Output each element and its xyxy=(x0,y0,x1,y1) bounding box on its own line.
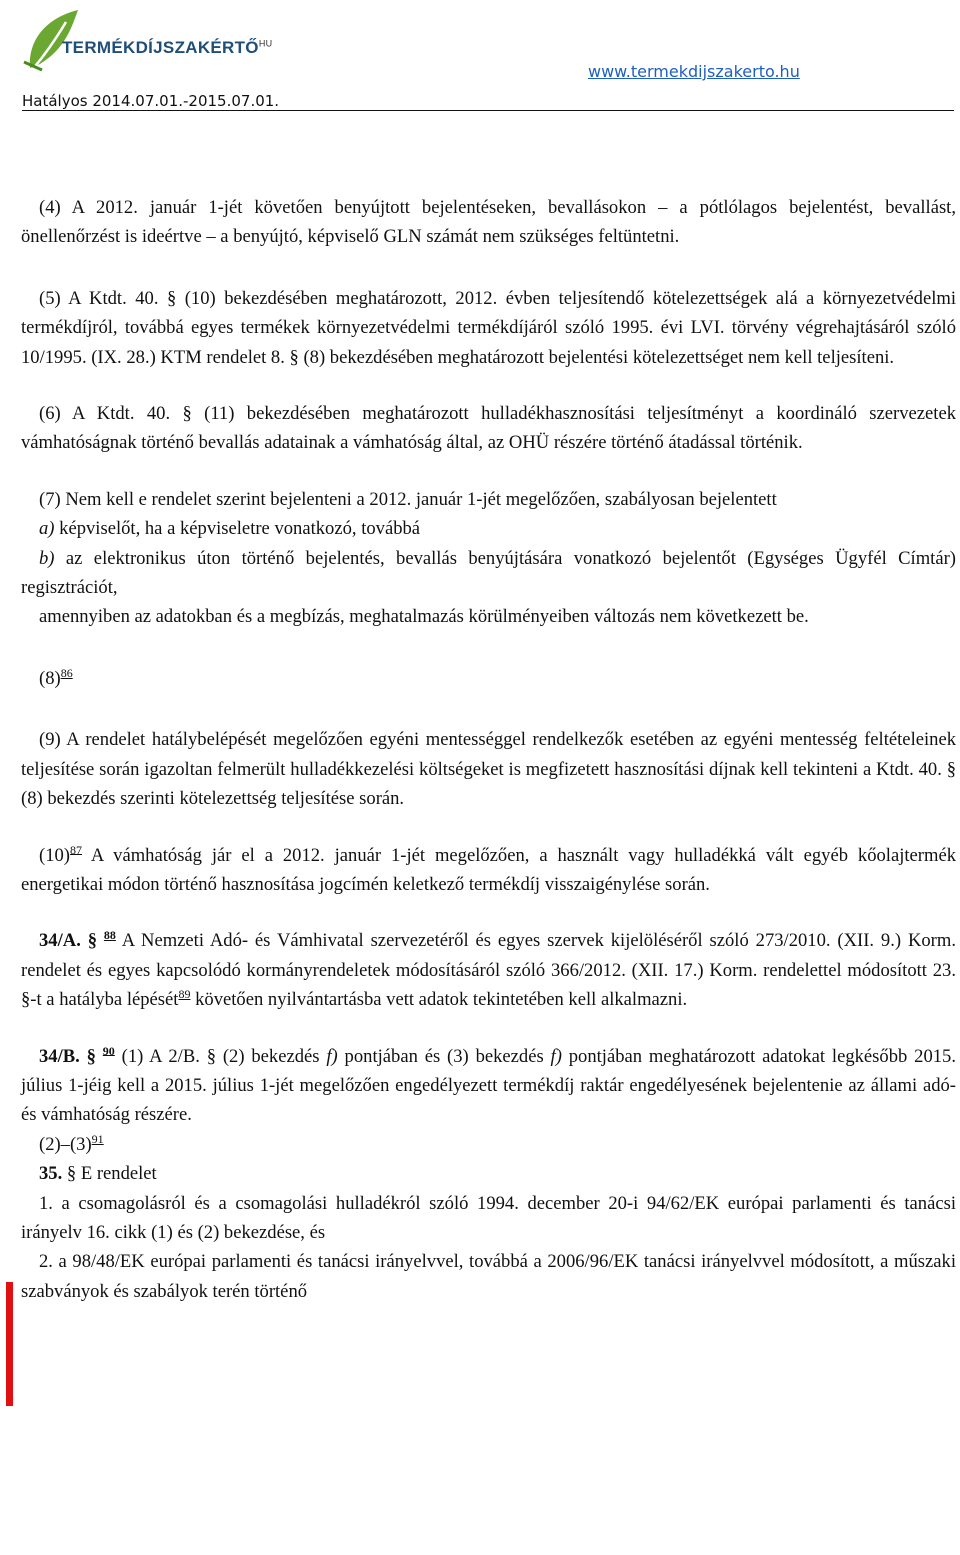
section-34b-2-3: (2)–(3)$^{91}$ xyxy=(39,1131,104,1155)
footnote-link-87[interactable]: 87 xyxy=(69,842,82,857)
paragraph-6: (6) A Ktdt. 40. § (11) bekezdésében meghatározott hulladékhasznosítási teljesítményt a koordináló szervezetek vámhatóságnak történő bevallás adatainak a vámhatóság által, az OHÜ részére történő átadással történik. xyxy=(21,403,956,454)
footnote-link-91[interactable]: 91 xyxy=(91,1131,104,1146)
paragraph-10: (10)$^{87}$ A vámhatóság jár el a 2012. január 1-jét megelőzően, a használt vagy hulladékká vált egyéb kőolajtermék energetikai módon történő hasznosítása jogcímén keletkező termékdíj visszaigénylése során. xyxy=(21,842,956,895)
paragraph-4: (4) A 2012. január 1-jét követően benyújtott bejelentéseken, bevallásokon – a pótlólagos bejelentést, bevallást, önellenőrzést is ideértve – a benyújtó, képviselő GLN számát nem szükséges feltüntetni. xyxy=(21,197,956,248)
header-divider xyxy=(22,110,954,111)
footnote-link-89[interactable]: 89 xyxy=(178,986,191,1001)
paragraph-7: (7) Nem kell e rendelet szerint bejelenteni a 2012. január 1-jét megelőzően, szabályosan bejelentett xyxy=(39,488,777,510)
paragraph-7a: a) képviselőt, ha a képviseletre vonatkozó, továbbá xyxy=(39,518,421,540)
paragraph-5: (5) A Ktdt. 40. § (10) bekezdésében meghatározott, 2012. évben teljesítendő kötelezettségek alá a környezetvédelmi termékdíjról, továbbá egyes termékek környezetvédelmi termékdíjáról szóló 1995. évi LVI. törvény végrehajtásáról szóló 10/1995. (IX. 28.) KTM rendelet 8. § (8) bekezdésében meghatározott bejelentési kötelezettséget nem kell teljesíteni. xyxy=(21,287,956,368)
validity-period: Hatályos 2014.07.01.-2015.07.01. xyxy=(22,92,280,110)
section-35-heading: 35. § E rendelet xyxy=(39,1163,157,1185)
footnote-link-90[interactable]: 90 xyxy=(102,1043,115,1058)
change-marker-bar xyxy=(6,1282,13,1406)
paragraph-8: (8)$^{86}$ xyxy=(39,665,73,689)
section-35-item-2: 2. a 98/48/EK európai parlamenti és tanácsi irányelvvel, továbbá a 2006/96/EK tanácsi irányelvvel módosított, a műszaki szabványok és szabályok terén történő xyxy=(21,1251,956,1302)
footnote-link-88[interactable]: 88 xyxy=(103,928,116,943)
section-35-item-1: 1. a csomagolásról és a csomagolási hulladékról szóló 1994. december 20-i 94/62/EK európai parlamenti és tanácsi irányelv 16. cikk (1) és (2) bekezdése, és xyxy=(21,1192,956,1243)
paragraph-9: (9) A rendelet hatálybelépését megelőzően egyéni mentességgel rendelkezők esetében az egyéni mentesség feltételeinek teljesítése során igazoltan felmerült hulladékkezelési költségeket is megfizetett hasznosítási díjnak kell tekinteni a Ktdt. 40. § (8) bekezdés szerinti kötelezettség teljesítése során. xyxy=(21,729,956,810)
website-link[interactable]: www.termekdijszakerto.hu xyxy=(588,62,800,81)
document-body xyxy=(21,193,956,1306)
section-34b: 34/B. § $^{90}$ (1) A 2/B. § (2) bekezdés f) pontjában és (3) bekezdés f) pontjában meghatározott adatokat legkésőbb 2015. július 1-jéig kell a 2015. július 1-jét megelőzően engedélyezett termékdíj raktár engedélyesének bejelentenie az állami adó- és vámhatóság részére. xyxy=(21,1043,956,1126)
logo-wordmark: $TERMÉKDÍJSZAKÉRTŐ^{HU}$ xyxy=(62,38,273,57)
paragraph-7b: b) az elektronikus úton történő bejelentés, bevallás benyújtására vonatkozó bejelentőt (Egységes Ügyfél Címtár) regisztrációt, xyxy=(21,547,956,599)
page-header xyxy=(0,0,960,112)
footnote-link-86[interactable]: 86 xyxy=(60,665,73,680)
paragraph-7c: amennyiben az adatokban és a megbízás, meghatalmazás körülményeiben változás nem következett be. xyxy=(39,606,809,628)
section-34a: 34/A. § $^{88}$ A Nemzeti Adó- és Vámhivatal szervezetéről és egyes szervek kijelöléséről szóló 273/2010. (XII. 9.) Korm. rendelet és egyes kapcsolódó kormányrendeletek módosításáról szóló 366/2012. (XII. 17.) Korm. rendelettel módosított 23. §-t a hatályba lépését$^{89}$ követően nyilvántartásba vett adatok tekintetében kell alkalmazni. xyxy=(21,928,956,1011)
